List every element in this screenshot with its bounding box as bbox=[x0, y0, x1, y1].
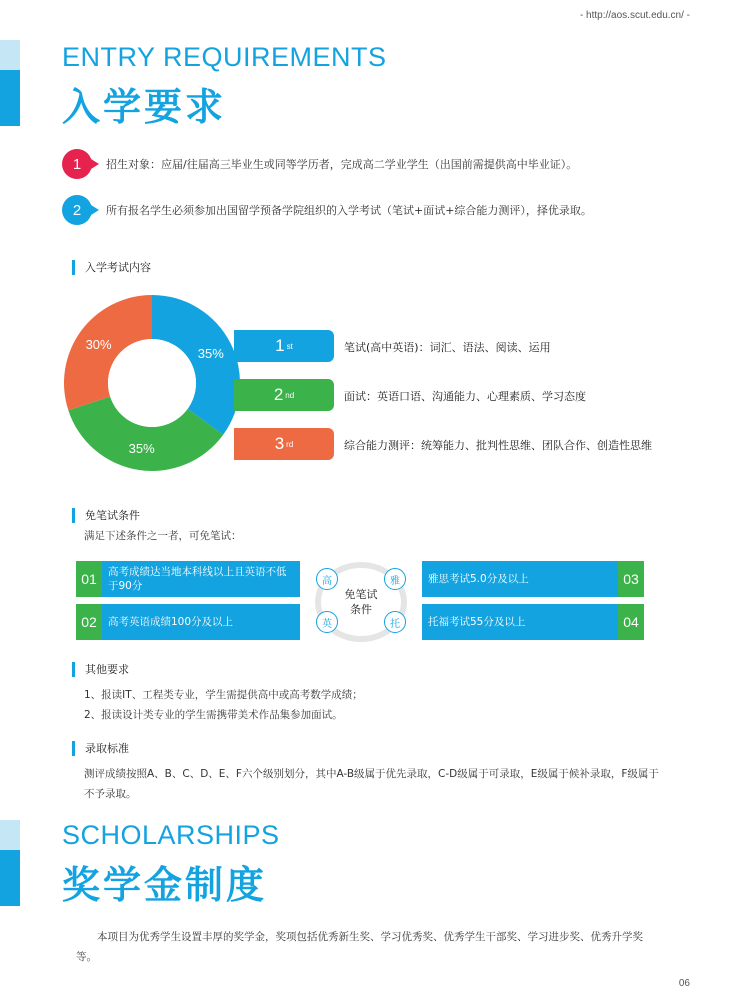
rank-number: 2 bbox=[273, 385, 284, 404]
exempt-center-line1: 免笔试 bbox=[344, 588, 378, 601]
rank-description: 综合能力测评：统筹能力、批判性思维、团队合作、创造性思维 bbox=[344, 439, 652, 452]
rank-tab-1 bbox=[234, 330, 334, 362]
rank-suffix: st bbox=[286, 341, 293, 351]
exempt-item-04 bbox=[422, 604, 644, 640]
scholar-text: 本项目为优秀学生设置丰厚的奖学金，奖项包括优秀新生奖、学习优秀奖、优秀学生干部奖、学习进步奖、优秀升学奖等。 bbox=[76, 931, 643, 963]
scholar-title-cn: 奖学金制度 bbox=[62, 863, 268, 907]
exam-heading: 入学考试内容 bbox=[72, 260, 151, 275]
exempt-item-number: 04 bbox=[618, 604, 644, 640]
requirement-number-badge: 2 bbox=[62, 195, 92, 225]
exempt-item-text: 雅思考试5.0分及以上 bbox=[422, 561, 618, 597]
rank-tab-3 bbox=[234, 428, 334, 460]
donut-slice-label: 35% bbox=[128, 441, 155, 457]
donut-slice-label: 35% bbox=[197, 346, 224, 362]
other-line-2: 2、报读设计类专业的学生需携带美术作品集参加面试。 bbox=[84, 709, 343, 721]
requirement-text: 所有报名学生必须参加出国留学预备学院组织的入学考试（笔试+面试+综合能力测评），择优录取。 bbox=[106, 204, 592, 217]
exempt-item-number: 02 bbox=[76, 604, 102, 640]
other-heading: 其他要求 bbox=[72, 662, 129, 677]
rank-suffix: rd bbox=[286, 439, 294, 449]
rank-tab-2 bbox=[234, 379, 334, 411]
section-side-bar bbox=[0, 820, 20, 906]
exempt-intro: 满足下述条件之一者，可免笔试： bbox=[84, 530, 242, 542]
page-url: - http://aos.scut.edu.cn/ - bbox=[579, 10, 690, 21]
exempt-small-circle: 高 bbox=[316, 568, 338, 590]
rank-number: 3 bbox=[274, 434, 285, 453]
rank-suffix: nd bbox=[285, 390, 295, 400]
exempt-item-text: 高考成绩达当地本科线以上且英语不低于90分 bbox=[102, 561, 300, 597]
requirement-number-badge: 1 bbox=[62, 149, 92, 179]
entry-title-en: ENTRY REQUIREMENTS bbox=[62, 42, 387, 72]
requirement-item bbox=[62, 148, 577, 180]
section-side-bar bbox=[0, 40, 20, 126]
exempt-center-line2: 条件 bbox=[350, 603, 372, 616]
exempt-small-circle: 托 bbox=[384, 611, 406, 633]
exempt-item-text: 高考英语成绩100分及以上 bbox=[102, 604, 300, 640]
rank-description: 笔试(高中英语)：词汇、语法、阅读、运用 bbox=[344, 341, 551, 354]
scholar-title-en: SCHOLARSHIPS bbox=[62, 820, 280, 850]
donut-hole bbox=[108, 339, 196, 427]
exempt-heading: 免笔试条件 bbox=[72, 508, 140, 523]
requirement-text: 招生对象：应届/往届高三毕业生或同等学历者，完成高二学业学生（出国前需提供高中毕业证）。 bbox=[106, 158, 578, 171]
standard-heading: 录取标准 bbox=[72, 741, 129, 756]
rank-number: 1 bbox=[275, 336, 285, 355]
exempt-item-03 bbox=[422, 561, 644, 597]
rank-description: 面试：英语口语、沟通能力、心理素质、学习态度 bbox=[344, 390, 586, 403]
donut-slice-label: 30% bbox=[85, 337, 112, 353]
exempt-small-circle: 英 bbox=[316, 611, 338, 633]
exempt-item-text: 托福考试55分及以上 bbox=[422, 604, 618, 640]
exempt-small-circle: 雅 bbox=[384, 568, 406, 590]
exempt-item-01 bbox=[76, 561, 300, 597]
other-line-1: 1、报读IT、工程类专业，学生需提供高中或高考数学成绩； bbox=[84, 689, 363, 701]
entry-title-cn: 入学要求 bbox=[62, 85, 227, 129]
exempt-item-number: 01 bbox=[76, 561, 102, 597]
standard-text: 测评成绩按照A、B、C、D、E、F六个级别划分，其中A-B级属于优先录取，C-D级属于可录取，E级属于候补录取，F级属于不予录取。 bbox=[84, 768, 659, 800]
exempt-item-02 bbox=[76, 604, 300, 640]
exam-donut-chart bbox=[62, 292, 242, 474]
page-number: 06 bbox=[678, 978, 690, 989]
requirement-item bbox=[62, 194, 592, 226]
exempt-item-number: 03 bbox=[618, 561, 644, 597]
